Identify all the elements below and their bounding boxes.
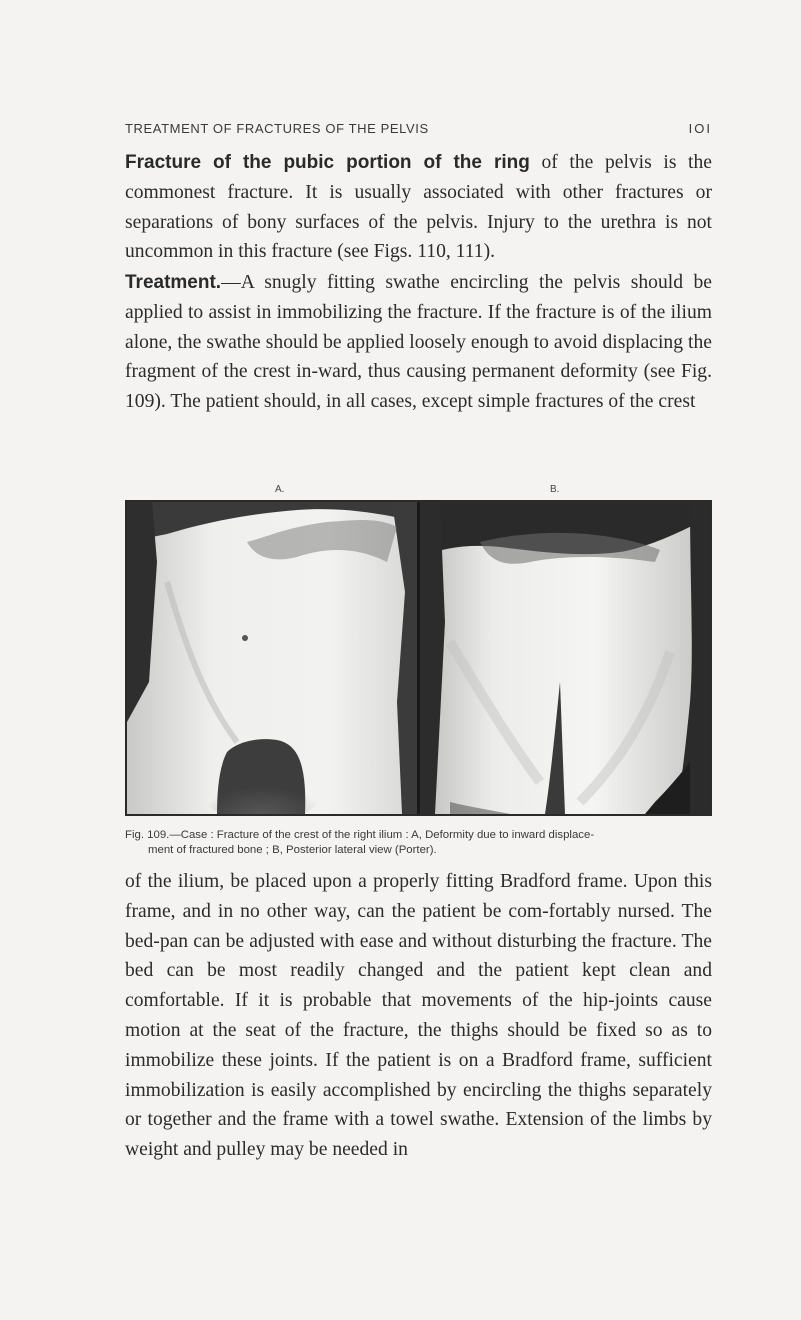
figure-panel-labels xyxy=(125,484,712,500)
figure-caption xyxy=(125,828,712,858)
figure-photo-illustration xyxy=(127,502,710,814)
caption-line-2: ment of fractured bone ; B, Posterior lateral view (Porter). xyxy=(148,844,437,856)
page-number: IOI xyxy=(688,121,712,136)
figure-label-a: A. xyxy=(275,484,285,495)
text-bradford-frame: of the ilium, be placed upon a properly fitting Bradford frame. Upon this frame, and in no other way, can the patient be com-fortably nursed. The bed-pan can be adjusted with ease and without disturbing the fracture. The bed can be most readily changed and the patient kept clean and comfortable. If it is probable that movements of the hip-joints cause motion at the seat of the fracture, the thighs should be fixed so as to immobilize these joints. If the patient is on a Bradford frame, sufficient immobilization is easily accomplished by encircling the thighs separately or together and the frame with a towel swathe. Extension of the limbs by weight and pulley may be needed in xyxy=(125,871,712,1161)
paragraph-bradford-frame xyxy=(125,867,712,1165)
heading-treatment: Treatment. xyxy=(125,272,222,293)
figure-109-photograph xyxy=(125,500,712,816)
figure-panel-a xyxy=(127,502,417,814)
paragraph-pubic-fracture xyxy=(125,148,712,267)
paragraph-treatment xyxy=(125,268,712,417)
figure-panel-b xyxy=(420,502,710,814)
heading-pubic-fracture: Fracture of the pubic portion of the ring xyxy=(125,152,530,173)
figure-label-b: B. xyxy=(550,484,560,495)
text-treatment: —A snugly fitting swathe encircling the pelvis should be applied to assist in immobilizing the fracture. If the fracture is of the ilium alone, the swathe should be applied loosely enough to avoid displacing the fragment of the crest in-ward, thus causing permanent deformity (see Fig. 109). The patient should, in all cases, except simple fractures of the crest xyxy=(125,272,712,413)
caption-line-1: Fig. 109.—Case : Fracture of the crest of the right ilium : A, Deformity due to inward displace- xyxy=(125,829,595,841)
text-pubic-fracture: of the pelvis is the commonest fracture. It is usually associated with other fractures or separations of bony surfaces of the pelvis. Injury to the urethra is not uncommon in this fracture (see Figs. 110, 111). xyxy=(125,152,712,263)
running-head-title: TREATMENT OF FRACTURES OF THE PELVIS xyxy=(125,121,429,136)
